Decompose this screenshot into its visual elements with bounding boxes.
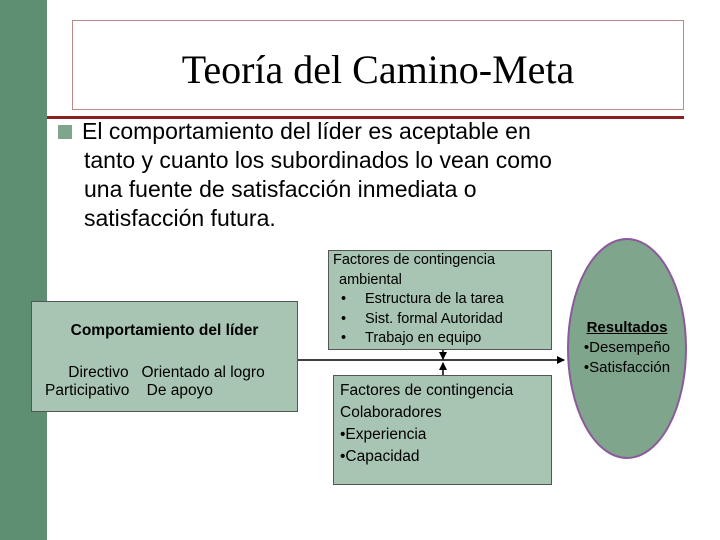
environment-item: • Trabajo en equipo (341, 330, 482, 346)
subordinate-line: •Experiencia (340, 426, 427, 443)
results-heading: Resultados (586, 319, 668, 336)
subordinate-line: Colaboradores (340, 404, 442, 421)
page-title: Teoría del Camino-Meta (181, 46, 575, 92)
leader-behavior-box (31, 301, 298, 412)
bullet-line: El comportamiento del líder es aceptable en (82, 118, 531, 144)
leader-behavior-heading: Comportamiento del líder (70, 322, 259, 339)
leader-behavior-line: Participativo De apoyo (45, 382, 214, 399)
subordinate-line: •Capacidad (340, 448, 420, 465)
results-item: •Satisfacción (583, 359, 671, 376)
leader-behavior-line: Directivo Orientado al logro (68, 364, 265, 381)
environment-factors-box (328, 250, 552, 350)
results-text (566, 318, 688, 378)
environment-item: • Sist. formal Autoridad (341, 310, 503, 327)
bullet-line: tanto y cuanto los subordinados lo vean como (84, 147, 552, 173)
environment-item: • Estructura de la tarea (341, 291, 504, 307)
environment-heading: ambiental (339, 271, 402, 288)
subordinate-line: Factores de contingencia (340, 382, 514, 399)
results-item: •Desempeño (583, 339, 671, 356)
environment-heading: Factores de contingencia (333, 252, 496, 268)
subordinate-factors-box (333, 375, 552, 485)
bullet-line: satisfacción futura. (84, 205, 276, 231)
bullet-line: una fuente de satisfacción inmediata o (84, 176, 477, 202)
